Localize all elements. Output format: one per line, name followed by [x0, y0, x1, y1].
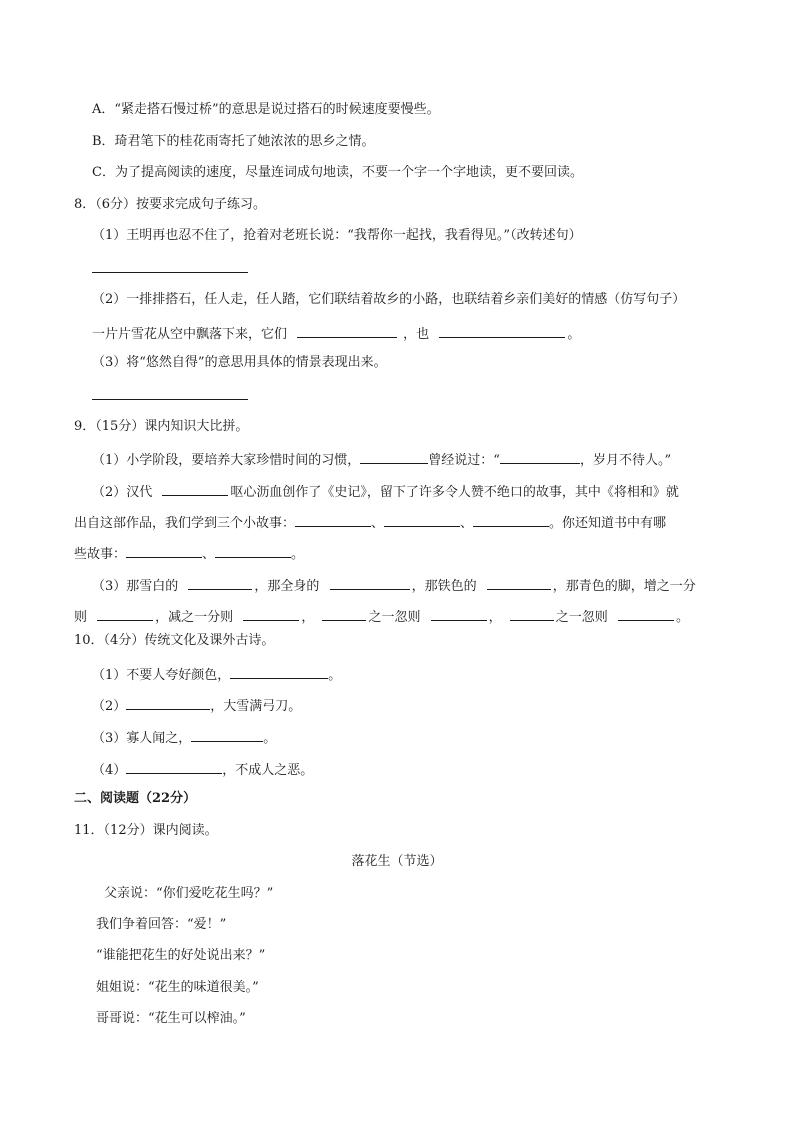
answer-blank[interactable] [126, 695, 210, 710]
q9-item-3-text-g: ， [301, 610, 315, 625]
q10-item-3-text-b: 。 [263, 731, 277, 746]
answer-blank[interactable] [191, 727, 263, 742]
q9-item-3-text-i: ， [488, 610, 502, 625]
answer-blank[interactable] [188, 575, 252, 590]
answer-blank[interactable] [473, 512, 549, 527]
q9-item-2 [92, 481, 679, 502]
q11-heading: 11．（12分）课内阅读。 [74, 823, 218, 838]
answer-blank[interactable] [510, 606, 554, 621]
q10-heading: 10．（4分）传统文化及课外古诗。 [74, 633, 275, 648]
answer-blank[interactable] [126, 759, 222, 774]
passage-title: 落花生（节选） [351, 854, 443, 869]
answer-blank[interactable] [97, 606, 153, 621]
q9-item-3-text-f: ，减之一分则 [155, 610, 234, 625]
answer-blank[interactable] [500, 449, 580, 464]
q10-item-1-text-b: 。 [328, 668, 342, 683]
q8-heading: 8．（6分）按要求完成句子练习。 [74, 197, 267, 212]
q9-item-2-text-h: 、 [202, 547, 216, 562]
section-heading: 二、阅读题（22分） [74, 791, 197, 806]
q9-item-2-text-a: （2）汉代 [92, 485, 153, 500]
passage-paragraph: “谁能把花生的好处说出来？” [96, 948, 266, 963]
q10-item-1 [92, 664, 341, 685]
q8-item-2: （2）一排排搭石，任人走，任人踏，它们联结着故乡的小路，也联结着乡亲们美好的情感（仿写句子） [92, 292, 686, 307]
answer-blank[interactable] [431, 606, 487, 621]
q8-item-3: （3）将“悠然自得”的意思用具体的情景表现出来。 [92, 355, 387, 370]
q9-item-2-text-f: 。你还知道书中有哪 [549, 516, 667, 531]
answer-blank[interactable] [126, 543, 202, 558]
passage-paragraph: 姐姐说：“花生的味道很美。” [96, 980, 259, 995]
q9-item-2-line-2 [74, 512, 666, 533]
q9-item-3-text-j: 之一忽则 [555, 610, 608, 625]
q7-option-b: B．琦君笔下的桂花雨寄托了她浓浓的思乡之情。 [92, 134, 375, 149]
q9-item-2-text-c: 出自这部作品，我们学到三个小故事： [74, 516, 296, 531]
q10-item-2-text-a: （2） [92, 699, 127, 714]
q9-item-3-text-h: 之一忽则 [368, 610, 421, 625]
q8-item-2-text-c: 。 [567, 327, 581, 342]
answer-blank[interactable] [162, 481, 228, 496]
q9-item-3-line-2 [74, 606, 689, 627]
q9-item-2-text-e: 、 [460, 516, 474, 531]
q9-item-2-text-i: 。 [291, 547, 305, 562]
answer-blank[interactable] [487, 575, 551, 590]
answer-blank[interactable] [618, 606, 674, 621]
q10-item-4-text-a: （4） [92, 763, 127, 778]
q8-answer-line-1[interactable] [92, 272, 248, 273]
answer-blank[interactable] [322, 606, 366, 621]
q9-item-1-text-b: 曾经说过：“ [428, 453, 500, 468]
q8-item-1: （1）王明再也忍不住了，抢着对老班长说：“我帮你一起找，我看得见。”（改转述句） [92, 228, 582, 243]
answer-blank[interactable] [297, 323, 397, 338]
q10-item-3 [92, 727, 276, 748]
q9-item-1-text-c: ，岁月不待人。” [579, 453, 672, 468]
q9-item-2-text-b: 呕心沥血创作了《史记》，留下了许多令人赞不绝口的故事，其中《将相和》就 [230, 485, 679, 500]
q9-item-3-text-a: （3）那雪白的 [92, 579, 179, 594]
q9-item-3-text-e: 则 [74, 610, 88, 625]
q9-item-2-line-3 [74, 543, 304, 564]
q10-item-1-text-a: （1）不要人夸好颜色， [92, 668, 231, 683]
passage-paragraph: 哥哥说：“花生可以榨油。” [96, 1011, 246, 1026]
answer-blank[interactable] [230, 664, 328, 679]
q9-item-1 [92, 449, 671, 470]
q9-item-3-text-d: ，那青色的脚，增之一分 [552, 579, 696, 594]
answer-blank[interactable] [330, 575, 410, 590]
q9-item-1-text-a: （1）小学阶段，要培养大家珍惜时间的习惯， [92, 453, 361, 468]
q10-item-3-text-a: （3）寡人闻之， [92, 731, 192, 746]
answer-blank[interactable] [360, 449, 428, 464]
q10-item-2-text-b: ，大雪满弓刀。 [210, 699, 302, 714]
answer-blank[interactable] [295, 512, 371, 527]
q8-item-2-text-a: 一片片雪花从空中飘落下来，它们 [92, 327, 288, 342]
q9-item-3 [92, 575, 696, 596]
q7-option-a: A．“紧走搭石慢过桥”的意思是说过搭石的时候速度要慢些。 [92, 102, 440, 117]
q10-item-2 [92, 695, 301, 716]
q8-item-2-text-b: ，也 [403, 327, 430, 342]
q9-item-2-text-d: 、 [371, 516, 385, 531]
q9-heading: 9．（15分）课内知识大比拼。 [74, 419, 249, 434]
answer-blank[interactable] [384, 512, 460, 527]
q10-item-4 [92, 759, 313, 780]
answer-blank[interactable] [215, 543, 291, 558]
passage-paragraph: 我们争着回答：“爱！” [96, 917, 227, 932]
q9-item-3-text-b: ，那全身的 [254, 579, 320, 594]
q8-answer-line-3[interactable] [92, 399, 248, 400]
q9-item-3-text-k: 。 [675, 610, 689, 625]
passage-paragraph: 父亲说：“你们爱吃花生吗？” [104, 886, 274, 901]
answer-blank[interactable] [439, 323, 565, 338]
q8-item-2-imitation [92, 323, 580, 344]
answer-blank[interactable] [243, 606, 299, 621]
q9-item-3-text-c: ，那铁色的 [411, 579, 477, 594]
q10-item-4-text-b: ，不成人之恶。 [222, 763, 314, 778]
q9-item-2-text-g: 些故事： [74, 547, 127, 562]
q7-option-c: C．为了提高阅读的速度，尽量连词成句地读，不要一个字一个字地读，更不要回读。 [92, 165, 583, 180]
